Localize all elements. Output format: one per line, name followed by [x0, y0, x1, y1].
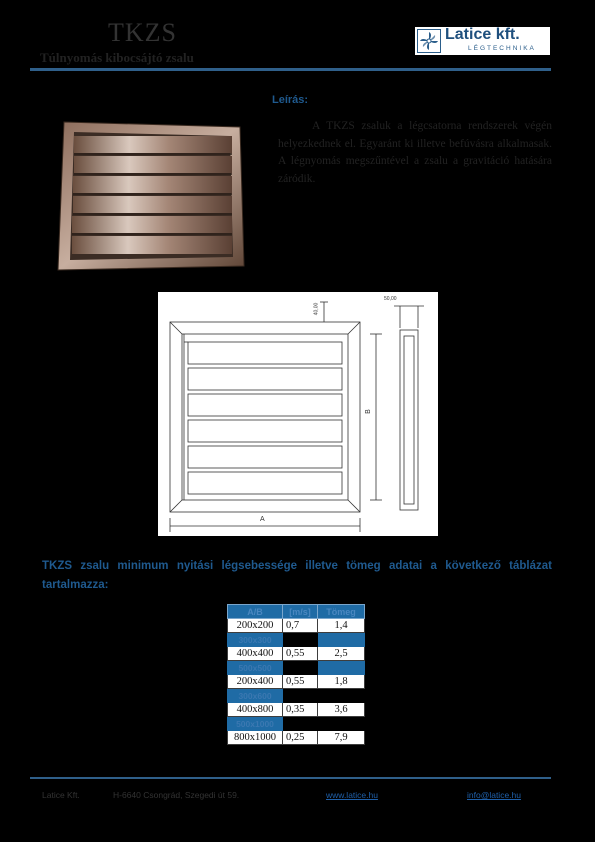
dimension-b: B: [364, 409, 372, 414]
document-subtitle: Túlnyomás kibocsájtó zsalu: [40, 50, 194, 65]
table-intro-text: TKZS zsalu minimum nyitási légsebessége illetve tömeg adatai a következő táblázat tartalmazza:: [42, 560, 552, 591]
cell-weight: [318, 689, 365, 703]
table-row: [228, 689, 365, 703]
cell-weight: 2,5: [318, 647, 365, 661]
fan-icon: [417, 29, 441, 53]
cell-size: 800x1000: [228, 731, 283, 745]
table-row: [228, 731, 365, 745]
cell-velocity: 0,35: [283, 703, 318, 717]
table-row: [228, 703, 365, 717]
cell-velocity: [283, 633, 318, 647]
footer-website-link[interactable]: www.latice.hu: [326, 790, 378, 800]
table-header-weight: Tömeg: [318, 605, 365, 619]
table-header-row: [228, 605, 365, 619]
cell-velocity: [283, 689, 318, 703]
cell-velocity: 0,7: [283, 619, 318, 633]
footer-divider: [30, 777, 551, 779]
spec-table: [227, 604, 365, 745]
cell-size: 300x600: [228, 689, 283, 703]
description-text: A TKZS zsaluk a légcsatorna rendszerek végén helyezkednek el. Egyaránt ki illetve befúvásra alkalmasak. A légnyomás megszűntével a zsalu a gravitáció hatására záródik.: [278, 120, 552, 185]
cell-weight: 3,6: [318, 703, 365, 717]
cell-size: 400x800: [228, 703, 283, 717]
table-header-size: A/B: [228, 605, 283, 619]
logo-tagline: LÉGTECHNIKA: [468, 45, 536, 52]
cell-size: 300x300: [228, 633, 283, 647]
cell-size: 500x500: [228, 661, 283, 675]
table-header-velocity: [m/s]: [283, 605, 318, 619]
footer-company: Latice Kft.: [42, 790, 80, 800]
footer-email-link[interactable]: info@latice.hu: [467, 790, 521, 800]
footer-address: H-6640 Csongrád, Szegedi út 59.: [113, 790, 240, 800]
dimension-side: 50,00: [384, 296, 397, 302]
header-divider: [30, 68, 551, 71]
cell-weight: 1,4: [318, 619, 365, 633]
cell-velocity: 0,55: [283, 647, 318, 661]
table-row: [228, 717, 365, 731]
cell-size: 200x400: [228, 675, 283, 689]
logo-name: Latice kft.: [445, 26, 520, 43]
product-photo: [56, 118, 246, 273]
table-row: [228, 675, 365, 689]
cell-velocity: [283, 717, 318, 731]
description-label: Leírás:: [272, 94, 309, 106]
cell-weight: 7,9: [318, 731, 365, 745]
cell-weight: [318, 661, 365, 675]
company-logo: [415, 27, 550, 55]
document-title: TKZS: [108, 18, 177, 47]
cell-weight: [318, 633, 365, 647]
cell-velocity: [283, 661, 318, 675]
table-row: [228, 661, 365, 675]
cell-size: 500x1000: [228, 717, 283, 731]
technical-drawing: [158, 292, 438, 536]
dimension-top: 40,00: [313, 302, 320, 316]
cell-size: 400x400: [228, 647, 283, 661]
table-row: [228, 633, 365, 647]
cell-velocity: 0,25: [283, 731, 318, 745]
table-row: [228, 619, 365, 633]
cell-size: 200x200: [228, 619, 283, 633]
table-row: [228, 647, 365, 661]
cell-velocity: 0,55: [283, 675, 318, 689]
dimension-a: A: [260, 516, 265, 523]
cell-weight: [318, 717, 365, 731]
cell-weight: 1,8: [318, 675, 365, 689]
